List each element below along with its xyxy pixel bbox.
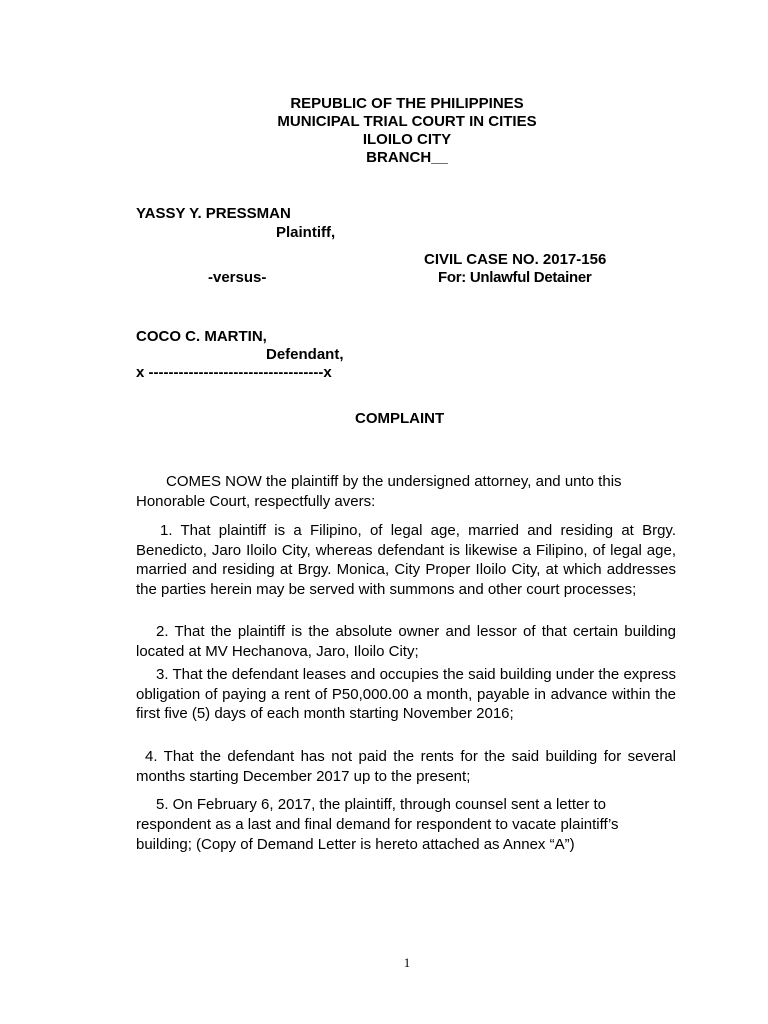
plaintiff-role: Plaintiff, (276, 224, 336, 241)
paragraph-4: 4. That the defendant has not paid the rents for the said building for several months starting December 2017 up to the present; (136, 748, 676, 785)
paragraph-3: 3. That the defendant leases and occupies the said building under the express obligation of paying a rent of P50,000.00 a month, payable in advance within the first five (5) days of each month starting November 2016; (136, 666, 676, 722)
intro-paragraph: COMES NOW the plaintiff by the undersigned attorney, and unto this Honorable Court, respectfully avers: (136, 473, 622, 510)
paragraph-2: 2. That the plaintiff is the absolute owner and lessor of that certain building located at MV Hechanova, Jaro, Iloilo City; (136, 623, 676, 660)
defendant-role: Defendant, (266, 346, 344, 363)
header-branch: BRANCH__ (366, 149, 448, 166)
header-city: ILOILO CITY (362, 131, 452, 148)
paragraph-1: 1. That plaintiff is a Filipino, of legal age, married and residing at Brgy. Benedicto, Jaro Iloilo City, whereas defendant is likewise a Filipino, of legal age, married and residing at Brgy. Monica, City Proper Iloilo City, at which addresses the parties herein may be served with summons and other court processes; (136, 522, 676, 598)
paragraph-5: 5. On February 6, 2017, the plaintiff, through counsel sent a letter to respondent as a last and final demand for respondent to vacate plaintiff’s building; (Copy of Demand Letter is hereto attached as Annex “A”) (136, 796, 619, 853)
caption-separator: x -----------------------------------x (136, 364, 332, 381)
case-nature: For: Unlawful Detainer (438, 269, 592, 286)
case-number: CIVIL CASE NO. 2017-156 (424, 251, 607, 268)
document-title: COMPLAINT (355, 410, 445, 427)
header-court: MUNICIPAL TRIAL COURT IN CITIES (277, 113, 537, 130)
page-number: 1 (403, 955, 411, 970)
versus-label: -versus- (208, 269, 267, 286)
header-republic: REPUBLIC OF THE PHILIPPINES (290, 95, 524, 112)
plaintiff-name: YASSY Y. PRESSMAN (136, 205, 291, 222)
defendant-name: COCO C. MARTIN, (136, 328, 267, 345)
